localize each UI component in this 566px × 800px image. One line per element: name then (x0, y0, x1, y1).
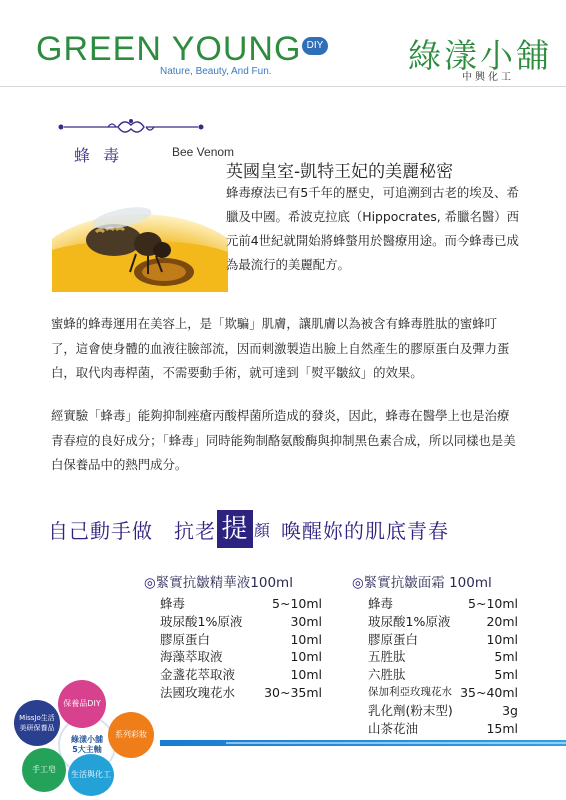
shop-name: 綠漾小舖 (408, 36, 552, 75)
ornament-divider-icon (56, 115, 206, 139)
section-title-english: Bee Venom (172, 145, 235, 159)
bubble-makeup: 系列彩妝 (108, 712, 154, 758)
footer-bar-highlight (226, 742, 566, 744)
slogan-after: 喚醒妳的肌底青春 (281, 518, 450, 543)
bubble-missjo: MissJo生活美研保養品 (14, 700, 60, 746)
ingredient-row: 玻尿酸1%原液 30ml (160, 613, 322, 629)
recipe-bullet-icon: ◎ (352, 575, 364, 591)
diy-badge: DIY (302, 37, 328, 55)
body-paragraph-2: 經實驗「蜂毒」能夠抑制痤瘡丙酸桿菌所造成的發炎，因此，蜂毒在醫學上也是治療青春痘的良好成分；「蜂毒」同時能夠制酪氨酸酶與抑制黑色素合成，所以同樣也是美白保養品中的熱門成分。 (51, 408, 516, 472)
recipe-cream (352, 571, 518, 737)
ingredient-row: 蜂毒 5~10ml (160, 596, 322, 611)
recipe-title: ◎緊實抗皺面霜 100ml (352, 575, 492, 591)
ingredient-row: 膠原蛋白 10ml (368, 631, 518, 647)
ingredient-row: 五胜肽 5ml (368, 649, 518, 665)
brand-logo-text: GREEN YOUNG (36, 30, 302, 68)
slogan-before: 自己動手做 抗老 (48, 518, 216, 543)
center-bubble-text: 綠漾小舖 5大主軸 (71, 735, 103, 754)
ingredient-row: 乳化劑(粉末型) 3g (368, 702, 518, 718)
bubble-soap: 手工皂 (22, 748, 66, 792)
bubble-diy: 保養品DIY (58, 680, 106, 728)
bubble-chemistry: 生活與化工 (68, 754, 114, 796)
header-divider (0, 86, 566, 87)
body-paragraph-1: 蜜蜂的蜂毒運用在美容上，是「欺騙」肌膚，讓肌膚以為被含有蜂毒胜肽的蜜蜂叮了，這會使身體的血液往臉部流，因而刺激製造出臉上自然產生的膠原蛋白及彈力蛋白，取代肉毒桿菌，不需要動手術，就可達到「熨平皺紋」的效果。 (51, 316, 510, 380)
bee-on-flower-image (52, 180, 228, 292)
section-subtitle: 英國皇室-凱特王妃的美麗秘密 (226, 162, 454, 182)
recipe-title: ◎緊實抗皺精華液100ml (144, 575, 293, 591)
slogan-after-small: 顏 (254, 520, 272, 540)
ingredient-row: 玻尿酸1%原液 20ml (368, 613, 518, 629)
shop-subtitle: 中興化工 (462, 72, 514, 83)
intro-paragraph: 蜂毒療法已有5千年的歷史，可追溯到古老的埃及、希臘及中國。希波克拉底（Hippocrates, 希臘名醫）西元前4世紀就開始將蜂螫用於醫療用途。而今蜂毒已成為最流行的美麗配方。 (226, 185, 520, 272)
recipe-bullet-icon: ◎ (144, 575, 156, 591)
slogan-highlight: 提 (217, 510, 253, 548)
ingredient-row: 山茶花油 15ml (368, 720, 518, 736)
brand-tagline: Nature, Beauty, And Fun. (160, 66, 272, 77)
ingredient-row: 六胜肽 5ml (368, 667, 518, 683)
ingredient-row: 膠原蛋白 10ml (160, 631, 322, 647)
ingredient-row: 法國玫瑰花水 30~35ml (160, 684, 322, 700)
ingredient-row: 金盞花萃取液 10ml (160, 667, 322, 683)
ingredient-row: 保加利亞玫瑰花水 35~40ml (368, 684, 518, 700)
section-title: 蜂 毒 (74, 146, 124, 165)
ingredient-row: 海藻萃取液 10ml (160, 649, 322, 665)
slogan (48, 509, 449, 549)
ingredient-row: 蜂毒 5~10ml (368, 596, 518, 611)
recipe-serum (144, 571, 322, 702)
